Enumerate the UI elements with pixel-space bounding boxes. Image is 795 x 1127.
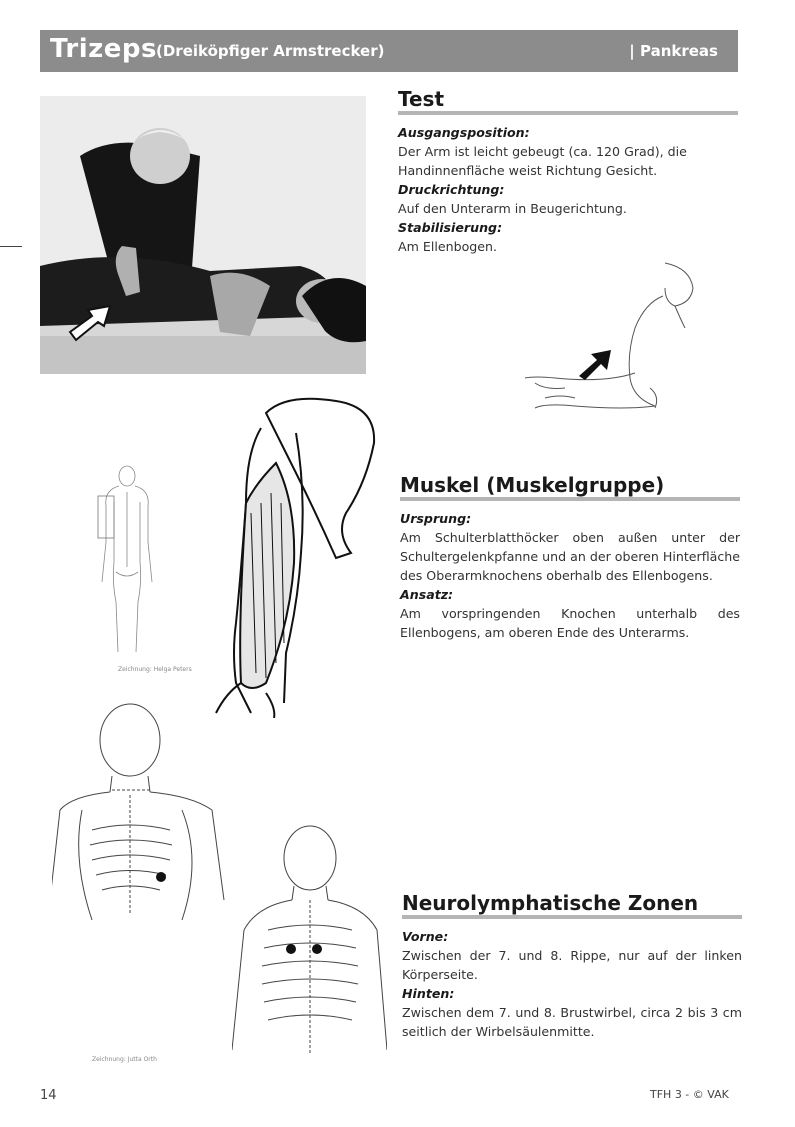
triceps-muscle-drawing xyxy=(206,393,382,718)
page-subtitle: (Dreiköpfiger Armstrecker) xyxy=(156,42,385,60)
muscle-section xyxy=(400,473,740,642)
front-text: Zwischen der 7. und 8. Rippe, nur auf der linken Körperseite. xyxy=(402,948,742,982)
arm-sketch xyxy=(515,258,715,428)
front-torso-drawing xyxy=(52,700,242,930)
neurolymphatic-heading: Neurolymphatische Zonen xyxy=(402,894,742,919)
page-header xyxy=(40,30,738,72)
neurolymphatic-section xyxy=(402,891,742,1041)
test-section xyxy=(398,87,738,256)
stabilization-text: Am Ellenbogen. xyxy=(398,239,497,254)
test-heading: Test xyxy=(398,90,738,115)
front-label: Vorne: xyxy=(402,929,449,944)
back-torso-drawing xyxy=(232,820,387,1060)
arrow-icon xyxy=(575,346,615,380)
insertion-label: Ansatz: xyxy=(400,587,454,602)
starting-position-label: Ausgangsposition: xyxy=(398,125,530,140)
page-number: 14 xyxy=(40,1088,57,1103)
back-figure xyxy=(92,462,162,662)
footer-copyright: TFH 3 - © VAK xyxy=(650,1088,729,1101)
test-photo xyxy=(40,96,366,374)
insertion-text: Am vorspringenden Knochen unterhalb des Ellenbogens, am oberen Ende des Unterarms. xyxy=(400,606,740,640)
zones-drawing-credit: Zeichnung: Jutta Orth xyxy=(92,1056,157,1063)
origin-text: Am Schulterblatthöcker oben außen unter der Schultergelenkpfanne und an der oberen Hinterfläche des Oberarmknochens oberhalb des Ellenbogens. xyxy=(400,530,740,583)
section-label: | Pankreas xyxy=(629,42,718,60)
back-zone-dot-right xyxy=(312,944,322,954)
front-zone-dot xyxy=(156,872,166,882)
origin-label: Ursprung: xyxy=(400,511,472,526)
starting-position-text: Der Arm ist leicht gebeugt (ca. 120 Grad), die Handinnenfläche weist Richtung Gesicht. xyxy=(398,144,687,178)
back-label: Hinten: xyxy=(402,986,455,1001)
muscle-heading: Muskel (Muskelgruppe) xyxy=(400,476,740,501)
back-text: Zwischen dem 7. und 8. Brustwirbel, circa 2 bis 3 cm seitlich der Wirbelsäulenmitte. xyxy=(402,1005,742,1039)
stabilization-label: Stabilisierung: xyxy=(398,220,503,235)
muscle-drawing-credit: Zeichnung: Helga Peters xyxy=(118,666,192,673)
margin-mark xyxy=(0,246,22,247)
pressure-direction-label: Druckrichtung: xyxy=(398,182,505,197)
pressure-direction-text: Auf den Unterarm in Beugerichtung. xyxy=(398,201,627,216)
page-title: Trizeps xyxy=(50,34,157,64)
back-zone-dot-left xyxy=(286,944,296,954)
